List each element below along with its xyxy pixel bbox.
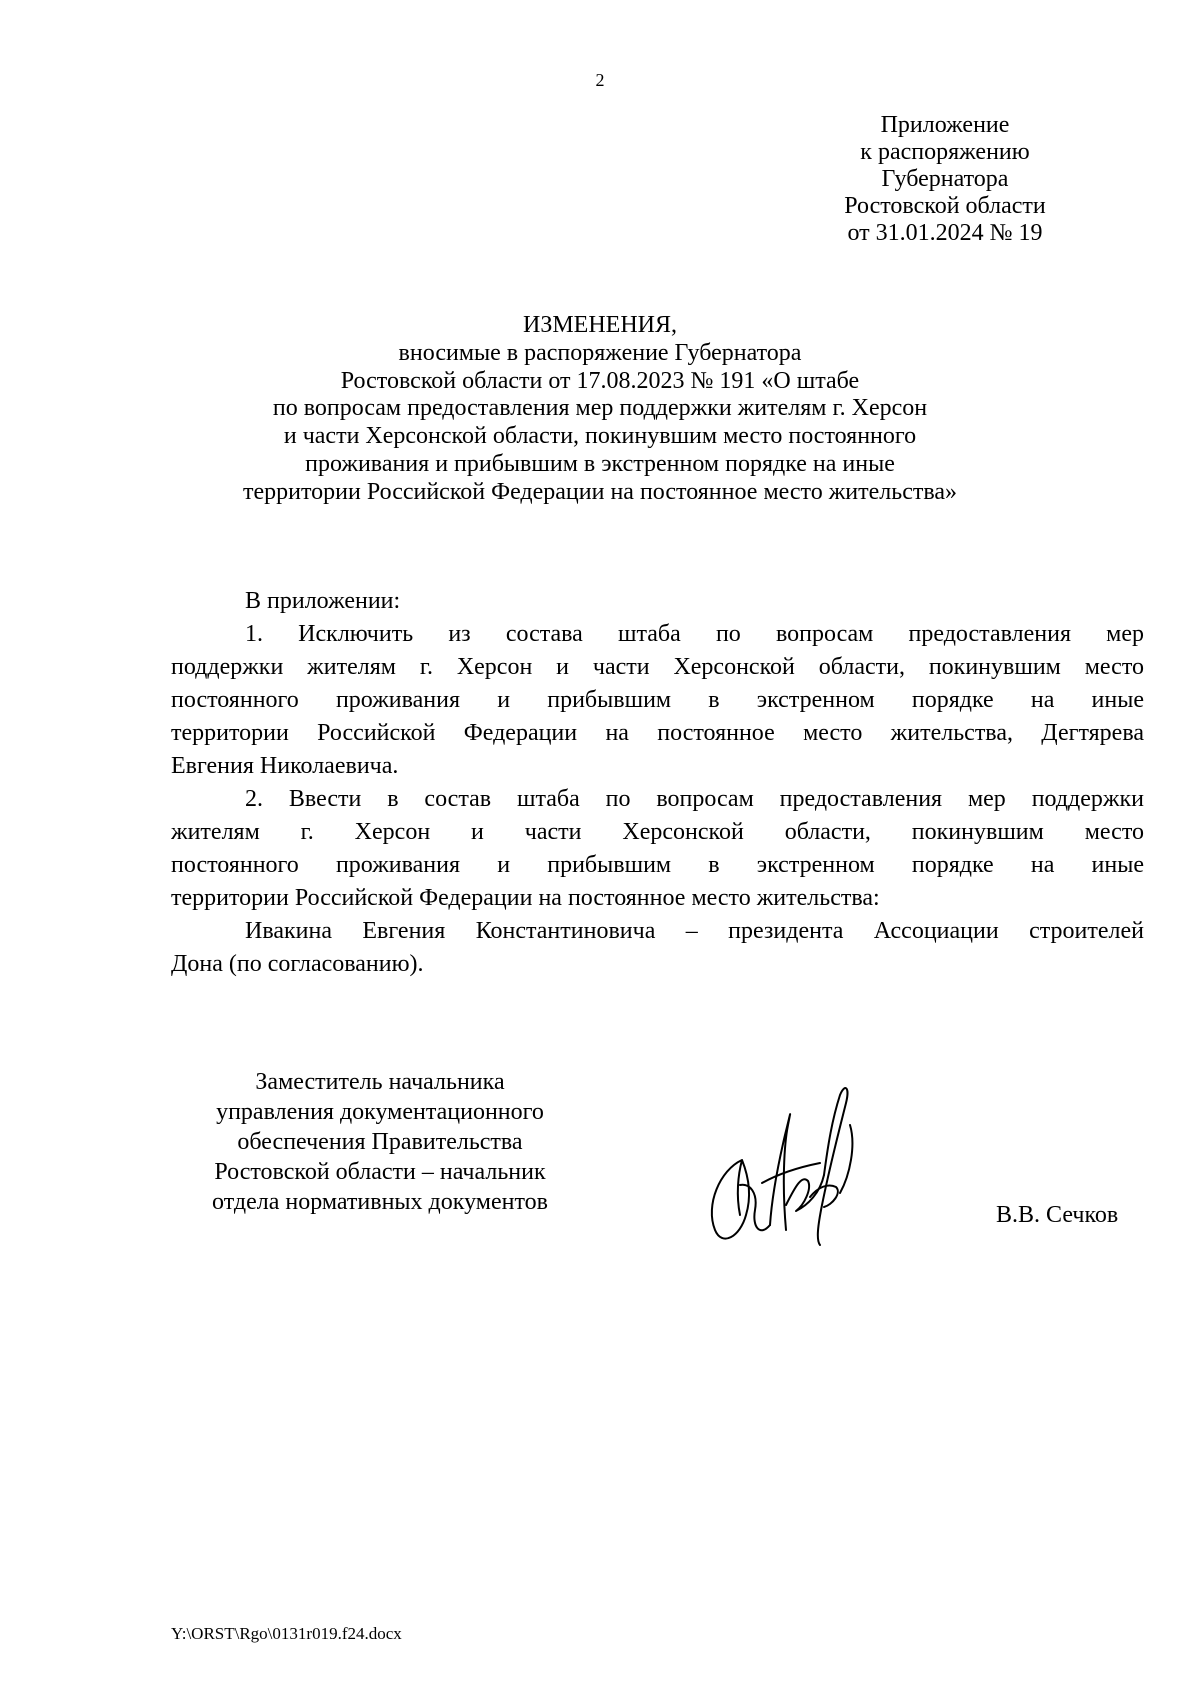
file-path: Y:\ORST\Rgo\0131r019.f24.docx — [171, 1624, 402, 1643]
appendix-line: Ростовской области — [844, 193, 1046, 219]
position-line: Заместитель начальника — [255, 1069, 505, 1095]
position-line: Ростовской области – начальник — [214, 1159, 546, 1185]
item2-line: территории Российской Федерации на постоянное место жительства: — [171, 885, 880, 911]
appendix-line: от 31.01.2024 № 19 — [847, 220, 1043, 246]
appendix-line: Губернатора — [881, 166, 1009, 192]
appendix-line: к распоряжению — [860, 139, 1030, 165]
title-line: территории Российской Федерации на постоянное место жительства» — [243, 478, 957, 505]
item2-line: 2. Ввести в состав штаба по вопросам предоставления мер поддержки — [245, 786, 1144, 812]
item2-person-line: Ивакина Евгения Константиновича – президента Ассоциации строителей — [245, 918, 1144, 944]
list-item-1 — [171, 618, 1144, 783]
title-heading: ИЗМЕНЕНИЯ, — [522, 312, 678, 338]
title-line: вносимые в распоряжение Губернатора — [398, 339, 802, 366]
handwritten-signature — [700, 1065, 880, 1265]
signer-name: В.В. Сечков — [996, 1202, 1119, 1228]
appendix-line: Приложение — [880, 112, 1010, 138]
item2-person-line: Дона (по согласованию). — [171, 951, 424, 977]
item2-line: постоянного проживания и прибывшим в экстренном порядке на иные — [171, 852, 1144, 878]
appendix-reference — [820, 112, 1070, 247]
item1-line: постоянного проживания и прибывшим в экстренном порядке на иные — [171, 687, 1144, 713]
position-line: отдела нормативных документов — [212, 1189, 548, 1215]
document-body — [171, 585, 1144, 981]
list-item-2 — [171, 783, 1144, 981]
position-line: обеспечения Правительства — [237, 1129, 523, 1155]
position-line: управления документационного — [216, 1099, 544, 1125]
item1-line: территории Российской Федерации на постоянное место жительства, Дегтярева — [171, 720, 1144, 746]
body-intro: В приложении: — [245, 588, 401, 614]
item1-line: поддержки жителям г. Херсон и части Херсонской области, покинувшим место — [171, 654, 1144, 680]
title-line: Ростовской области от 17.08.2023 № 191 «О штабе — [340, 367, 860, 394]
title-line: проживания и прибывшим в экстренном порядке на иные — [305, 450, 895, 477]
title-line: по вопросам предоставления мер поддержки жителям г. Херсон — [272, 395, 928, 422]
page-number: 2 — [595, 70, 605, 90]
item1-line: Евгения Николаевича. — [171, 753, 399, 779]
item1-line: 1. Исключить из состава штаба по вопросам предоставления мер — [245, 621, 1144, 647]
item2-line: жителям г. Херсон и части Херсонской области, покинувшим место — [171, 819, 1144, 845]
title-line: и части Херсонской области, покинувшим место постоянного — [283, 423, 917, 450]
signatory-position — [170, 1067, 590, 1217]
document-title — [150, 312, 1050, 507]
